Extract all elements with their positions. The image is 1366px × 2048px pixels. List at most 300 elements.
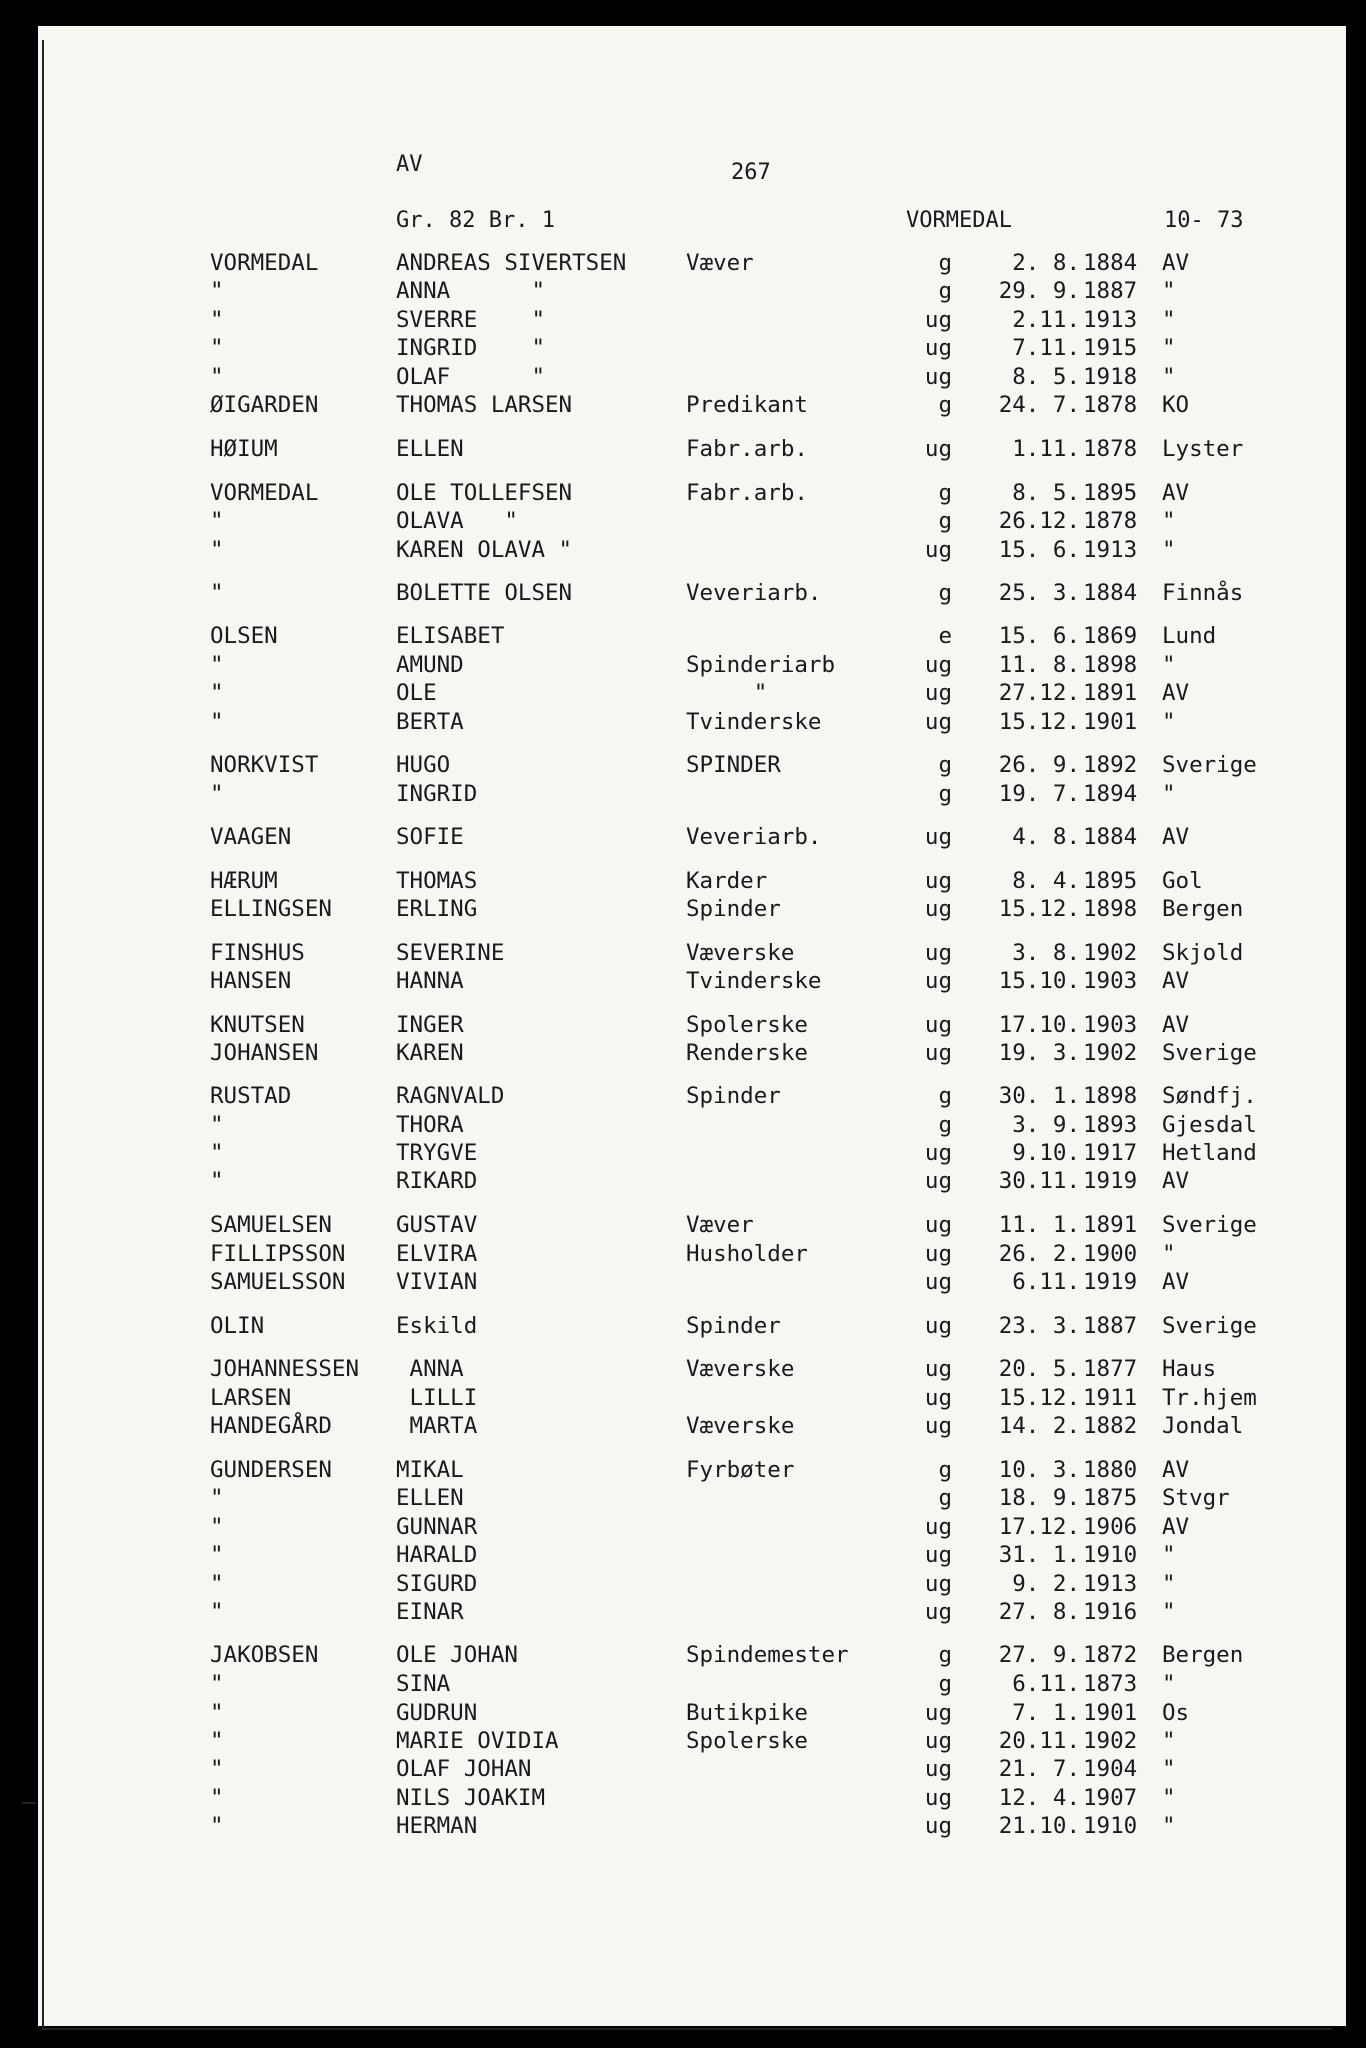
marital-status-cell: ug: [924, 652, 952, 678]
table-row: [0, 1212, 1366, 1238]
occupation-cell: Veveriarb.: [686, 580, 822, 606]
occupation-cell: Veveriarb.: [686, 824, 822, 850]
given-name-cell: KAREN: [396, 1040, 464, 1066]
birth-date-cell: 15. 6.: [998, 537, 1080, 563]
birth-date-cell: 19. 3.: [998, 1040, 1080, 1066]
table-row: [0, 1269, 1366, 1295]
table-row: [0, 1241, 1366, 1267]
surname-cell: ": [210, 1168, 224, 1194]
marital-status-cell: ug: [924, 364, 952, 390]
birth-date-cell: 8. 5.: [1012, 364, 1080, 390]
surname-cell: NORKVIST: [210, 752, 319, 778]
given-name-cell: OLE JOHAN: [396, 1642, 518, 1668]
birthplace-cell: AV: [1162, 1457, 1190, 1483]
occupation-cell: Fabr.arb.: [686, 480, 808, 506]
birthplace-cell: Hetland: [1162, 1140, 1257, 1166]
surname-cell: HÆRUM: [210, 868, 278, 894]
given-name-cell: Eskild: [396, 1313, 478, 1339]
birthplace-cell: AV: [1162, 1012, 1190, 1038]
marital-status-cell: ug: [924, 335, 952, 361]
given-name-cell: GUDRUN: [396, 1700, 478, 1726]
occupation-cell: Spolerske: [686, 1012, 808, 1038]
birthplace-cell: Jondal: [1162, 1413, 1244, 1439]
birth-year-cell: 1901: [1083, 709, 1138, 735]
given-name-cell: ELISABET: [396, 623, 505, 649]
surname-cell: HANDEGÅRD: [210, 1413, 332, 1439]
surname-cell: JOHANNESSEN: [210, 1356, 360, 1382]
birthplace-cell: AV: [1162, 480, 1190, 506]
marital-status-cell: ug: [924, 1040, 952, 1066]
given-name-cell: ELLEN: [396, 436, 464, 462]
marital-status-cell: g: [938, 508, 952, 534]
birth-year-cell: 1884: [1083, 250, 1138, 276]
table-row: [0, 335, 1366, 361]
marital-status-cell: g: [938, 278, 952, 304]
surname-cell: JAKOBSEN: [210, 1642, 319, 1668]
given-name-cell: GUSTAV: [396, 1212, 478, 1238]
given-name-cell: EINAR: [396, 1599, 464, 1625]
birthplace-cell: Bergen: [1162, 896, 1244, 922]
table-row: [0, 1813, 1366, 1839]
marital-status-cell: g: [938, 781, 952, 807]
surname-cell: ": [210, 1728, 224, 1754]
table-row: [0, 1385, 1366, 1411]
surname-cell: GUNDERSEN: [210, 1457, 332, 1483]
surname-cell: VORMEDAL: [210, 250, 319, 276]
birth-year-cell: 1884: [1083, 824, 1138, 850]
marital-status-cell: ug: [924, 868, 952, 894]
table-row: [0, 824, 1366, 850]
birthplace-cell: ": [1162, 1728, 1176, 1754]
birthplace-cell: ": [1162, 508, 1176, 534]
given-name-cell: HUGO: [396, 752, 451, 778]
birth-date-cell: 6.11.: [1012, 1671, 1080, 1697]
table-row: [0, 1542, 1366, 1568]
birth-year-cell: 1878: [1083, 392, 1138, 418]
marital-status-cell: ug: [924, 1356, 952, 1382]
given-name-cell: INGRID ": [396, 335, 546, 361]
given-name-cell: INGER: [396, 1012, 464, 1038]
birthplace-cell: Tr.hjem: [1162, 1385, 1257, 1411]
given-name-cell: OLE TOLLEFSEN: [396, 480, 573, 506]
table-row: [0, 1642, 1366, 1668]
table-row: [0, 580, 1366, 606]
birthplace-cell: Sverige: [1162, 752, 1257, 778]
occupation-cell: Væver: [686, 1212, 754, 1238]
marital-status-cell: g: [938, 480, 952, 506]
marital-status-cell: ug: [924, 1728, 952, 1754]
birthplace-cell: Finnås: [1162, 580, 1244, 606]
marital-status-cell: ug: [924, 307, 952, 333]
table-row: [0, 781, 1366, 807]
surname-cell: SAMUELSSON: [210, 1269, 346, 1295]
table-row: [0, 940, 1366, 966]
marital-status-cell: ug: [924, 896, 952, 922]
birth-date-cell: 15.12.: [998, 1385, 1080, 1411]
table-row: [0, 392, 1366, 418]
given-name-cell: SEVERINE: [396, 940, 505, 966]
birthplace-cell: ": [1162, 537, 1176, 563]
marital-status-cell: ug: [924, 436, 952, 462]
birth-date-cell: 3. 9.: [1012, 1112, 1080, 1138]
occupation-cell: ": [686, 680, 768, 706]
table-row: [0, 1112, 1366, 1138]
birthplace-cell: Sverige: [1162, 1212, 1257, 1238]
marital-status-cell: ug: [924, 537, 952, 563]
birth-year-cell: 1918: [1083, 364, 1138, 390]
marital-status-cell: ug: [924, 1700, 952, 1726]
surname-cell: RUSTAD: [210, 1083, 292, 1109]
birthplace-cell: ": [1162, 1813, 1176, 1839]
table-row: [0, 896, 1366, 922]
birthplace-cell: AV: [1162, 680, 1190, 706]
given-name-cell: MARTA: [396, 1413, 478, 1439]
birth-date-cell: 21.10.: [998, 1813, 1080, 1839]
marital-status-cell: e: [938, 623, 952, 649]
marital-status-cell: g: [938, 1112, 952, 1138]
birthplace-cell: ": [1162, 1756, 1176, 1782]
marital-status-cell: ug: [924, 1168, 952, 1194]
table-row: [0, 652, 1366, 678]
given-name-cell: NILS JOAKIM: [396, 1785, 546, 1811]
birth-year-cell: 1906: [1083, 1514, 1138, 1540]
birthplace-cell: Lyster: [1162, 436, 1244, 462]
marital-status-cell: ug: [924, 1385, 952, 1411]
given-name-cell: THORA: [396, 1112, 464, 1138]
birth-year-cell: 1902: [1083, 940, 1138, 966]
marital-status-cell: ug: [924, 940, 952, 966]
occupation-cell: Væverske: [686, 1356, 795, 1382]
birth-year-cell: 1911: [1083, 1385, 1138, 1411]
birth-year-cell: 1893: [1083, 1112, 1138, 1138]
birth-date-cell: 1.11.: [1012, 436, 1080, 462]
marital-status-cell: ug: [924, 1542, 952, 1568]
header-ref: 10- 73: [1164, 208, 1244, 233]
birth-date-cell: 4. 8.: [1012, 824, 1080, 850]
birth-date-cell: 31. 1.: [998, 1542, 1080, 1568]
given-name-cell: ELVIRA: [396, 1241, 478, 1267]
marital-status-cell: ug: [924, 1514, 952, 1540]
surname-cell: ": [210, 1813, 224, 1839]
surname-cell: ": [210, 508, 224, 534]
given-name-cell: OLAVA ": [396, 508, 518, 534]
marital-status-cell: ug: [924, 1756, 952, 1782]
surname-cell: ": [210, 1785, 224, 1811]
marital-status-cell: ug: [924, 1269, 952, 1295]
occupation-cell: Spolerske: [686, 1728, 808, 1754]
birth-year-cell: 1898: [1083, 896, 1138, 922]
marital-status-cell: g: [938, 1457, 952, 1483]
birth-year-cell: 1903: [1083, 968, 1138, 994]
given-name-cell: ANNA ": [396, 278, 546, 304]
surname-cell: ": [210, 781, 224, 807]
birthplace-cell: AV: [1162, 1514, 1190, 1540]
birth-year-cell: 1913: [1083, 307, 1138, 333]
marital-status-cell: g: [938, 250, 952, 276]
marital-status-cell: ug: [924, 1813, 952, 1839]
birthplace-cell: KO: [1162, 392, 1190, 418]
birth-year-cell: 1915: [1083, 335, 1138, 361]
birth-date-cell: 25. 3.: [998, 580, 1080, 606]
surname-cell: ": [210, 537, 224, 563]
occupation-cell: Tvinderske: [686, 968, 822, 994]
occupation-cell: Væverske: [686, 940, 795, 966]
table-row: [0, 1413, 1366, 1439]
birth-date-cell: 18. 9.: [998, 1485, 1080, 1511]
birth-year-cell: 1900: [1083, 1241, 1138, 1267]
given-name-cell: ELLEN: [396, 1485, 464, 1511]
birth-date-cell: 21. 7.: [998, 1756, 1080, 1782]
occupation-cell: Spinderiarb: [686, 652, 836, 678]
birthplace-cell: ": [1162, 781, 1176, 807]
marital-status-cell: ug: [924, 1212, 952, 1238]
surname-cell: ": [210, 680, 224, 706]
given-name-cell: OLAF ": [396, 364, 546, 390]
birthplace-cell: ": [1162, 1785, 1176, 1811]
table-row: [0, 1785, 1366, 1811]
table-row: [0, 968, 1366, 994]
birth-date-cell: 10. 3.: [998, 1457, 1080, 1483]
given-name-cell: BERTA: [396, 709, 464, 735]
birth-year-cell: 1901: [1083, 1700, 1138, 1726]
occupation-cell: Væverske: [686, 1413, 795, 1439]
table-row: [0, 1671, 1366, 1697]
marital-status-cell: ug: [924, 1571, 952, 1597]
marital-status-cell: g: [938, 580, 952, 606]
birth-year-cell: 1869: [1083, 623, 1138, 649]
birth-date-cell: 30.11.: [998, 1168, 1080, 1194]
occupation-cell: Spinder: [686, 896, 781, 922]
given-name-cell: HANNA: [396, 968, 464, 994]
birth-year-cell: 1895: [1083, 868, 1138, 894]
surname-cell: ": [210, 1671, 224, 1697]
marital-status-cell: g: [938, 392, 952, 418]
marital-status-cell: ug: [924, 1012, 952, 1038]
birthplace-cell: ": [1162, 1599, 1176, 1625]
birth-year-cell: 1891: [1083, 680, 1138, 706]
birth-year-cell: 1887: [1083, 278, 1138, 304]
given-name-cell: AMUND: [396, 652, 464, 678]
occupation-cell: Karder: [686, 868, 768, 894]
birth-year-cell: 1916: [1083, 1599, 1138, 1625]
given-name-cell: HARALD: [396, 1542, 478, 1568]
birth-date-cell: 27. 9.: [998, 1642, 1080, 1668]
table-row: [0, 680, 1366, 706]
table-row: [0, 1457, 1366, 1483]
given-name-cell: RIKARD: [396, 1168, 478, 1194]
table-row: [0, 752, 1366, 778]
birth-year-cell: 1872: [1083, 1642, 1138, 1668]
surname-cell: VAAGEN: [210, 824, 292, 850]
given-name-cell: OLAF JOHAN: [396, 1756, 532, 1782]
surname-cell: JOHANSEN: [210, 1040, 319, 1066]
marital-status-cell: ug: [924, 709, 952, 735]
birth-date-cell: 9.10.: [1012, 1140, 1080, 1166]
surname-cell: FILLIPSSON: [210, 1241, 346, 1267]
given-name-cell: MIKAL: [396, 1457, 464, 1483]
birth-date-cell: 11. 8.: [998, 652, 1080, 678]
table-row: [0, 1140, 1366, 1166]
table-row: [0, 709, 1366, 735]
birth-date-cell: 14. 2.: [998, 1413, 1080, 1439]
birth-year-cell: 1880: [1083, 1457, 1138, 1483]
birthplace-cell: ": [1162, 709, 1176, 735]
header-code: AV: [396, 152, 423, 177]
surname-cell: KNUTSEN: [210, 1012, 305, 1038]
table-row: [0, 1485, 1366, 1511]
birth-year-cell: 1887: [1083, 1313, 1138, 1339]
birthplace-cell: Os: [1162, 1700, 1190, 1726]
given-name-cell: SIGURD: [396, 1571, 478, 1597]
birth-year-cell: 1903: [1083, 1012, 1138, 1038]
birthplace-cell: ": [1162, 1671, 1176, 1697]
birth-date-cell: 15. 6.: [998, 623, 1080, 649]
birth-year-cell: 1894: [1083, 781, 1138, 807]
birth-year-cell: 1875: [1083, 1485, 1138, 1511]
birth-date-cell: 26. 9.: [998, 752, 1080, 778]
birth-date-cell: 19. 7.: [998, 781, 1080, 807]
table-row: [0, 1168, 1366, 1194]
surname-cell: ELLINGSEN: [210, 896, 332, 922]
birth-year-cell: 1877: [1083, 1356, 1138, 1382]
birthplace-cell: Søndfj.: [1162, 1083, 1257, 1109]
given-name-cell: SVERRE ": [396, 307, 546, 333]
birth-date-cell: 30. 1.: [998, 1083, 1080, 1109]
marital-status-cell: g: [938, 1671, 952, 1697]
birthplace-cell: Gol: [1162, 868, 1203, 894]
given-name-cell: LILLI: [396, 1385, 478, 1411]
surname-cell: ": [210, 1140, 224, 1166]
marital-status-cell: ug: [924, 1785, 952, 1811]
given-name-cell: BOLETTE OLSEN: [396, 580, 573, 606]
table-row: [0, 1012, 1366, 1038]
birth-date-cell: 2. 8.: [1012, 250, 1080, 276]
birthplace-cell: ": [1162, 307, 1176, 333]
birth-year-cell: 1913: [1083, 1571, 1138, 1597]
birth-date-cell: 27. 8.: [998, 1599, 1080, 1625]
table-row: [0, 508, 1366, 534]
surname-cell: ": [210, 1485, 224, 1511]
birthplace-cell: ": [1162, 1571, 1176, 1597]
table-row: [0, 868, 1366, 894]
occupation-cell: SPINDER: [686, 752, 781, 778]
birth-date-cell: 8. 5.: [1012, 480, 1080, 506]
birth-year-cell: 1878: [1083, 436, 1138, 462]
birthplace-cell: Sverige: [1162, 1040, 1257, 1066]
birth-year-cell: 1898: [1083, 1083, 1138, 1109]
given-name-cell: THOMAS LARSEN: [396, 392, 573, 418]
table-row: [0, 480, 1366, 506]
birthplace-cell: AV: [1162, 1168, 1190, 1194]
surname-cell: ": [210, 1700, 224, 1726]
table-row: [0, 537, 1366, 563]
table-row: [0, 623, 1366, 649]
birthplace-cell: Sverige: [1162, 1313, 1257, 1339]
marital-status-cell: ug: [924, 968, 952, 994]
marital-status-cell: g: [938, 1083, 952, 1109]
marital-status-cell: ug: [924, 680, 952, 706]
table-row: [0, 1083, 1366, 1109]
birth-year-cell: 1913: [1083, 537, 1138, 563]
table-row: [0, 307, 1366, 333]
given-name-cell: SOFIE: [396, 824, 464, 850]
surname-cell: ": [210, 1756, 224, 1782]
marital-status-cell: g: [938, 1642, 952, 1668]
surname-cell: ": [210, 278, 224, 304]
marital-status-cell: ug: [924, 1313, 952, 1339]
birth-date-cell: 20.11.: [998, 1728, 1080, 1754]
table-row: [0, 1356, 1366, 1382]
birth-year-cell: 1904: [1083, 1756, 1138, 1782]
birth-year-cell: 1902: [1083, 1728, 1138, 1754]
occupation-cell: Fabr.arb.: [686, 436, 808, 462]
birth-date-cell: 29. 9.: [998, 278, 1080, 304]
marital-status-cell: ug: [924, 1140, 952, 1166]
table-row: [0, 436, 1366, 462]
birth-date-cell: 7. 1.: [1012, 1700, 1080, 1726]
surname-cell: SAMUELSEN: [210, 1212, 332, 1238]
surname-cell: ": [210, 652, 224, 678]
birthplace-cell: Stvgr: [1162, 1485, 1230, 1511]
given-name-cell: THOMAS: [396, 868, 478, 894]
given-name-cell: ERLING: [396, 896, 478, 922]
birthplace-cell: AV: [1162, 824, 1190, 850]
table-row: [0, 364, 1366, 390]
page-number: 267: [731, 160, 771, 185]
marital-status-cell: ug: [924, 1599, 952, 1625]
birth-year-cell: 1919: [1083, 1269, 1138, 1295]
surname-cell: VORMEDAL: [210, 480, 319, 506]
birth-date-cell: 9. 2.: [1012, 1571, 1080, 1597]
surname-cell: HØIUM: [210, 436, 278, 462]
header-group: Gr. 82 Br. 1: [396, 208, 555, 233]
marital-status-cell: g: [938, 752, 952, 778]
birth-year-cell: 1878: [1083, 508, 1138, 534]
surname-cell: ": [210, 1542, 224, 1568]
birth-date-cell: 20. 5.: [998, 1356, 1080, 1382]
given-name-cell: SINA: [396, 1671, 451, 1697]
occupation-cell: Predikant: [686, 392, 808, 418]
surname-cell: ØIGARDEN: [210, 392, 319, 418]
birth-year-cell: 1873: [1083, 1671, 1138, 1697]
birthplace-cell: ": [1162, 364, 1176, 390]
birth-year-cell: 1882: [1083, 1413, 1138, 1439]
surname-cell: ": [210, 307, 224, 333]
birth-year-cell: 1892: [1083, 752, 1138, 778]
surname-cell: ": [210, 335, 224, 361]
birthplace-cell: AV: [1162, 1269, 1190, 1295]
surname-cell: HANSEN: [210, 968, 292, 994]
birthplace-cell: Skjold: [1162, 940, 1244, 966]
birth-year-cell: 1902: [1083, 1040, 1138, 1066]
birth-year-cell: 1910: [1083, 1542, 1138, 1568]
table-row: [0, 1514, 1366, 1540]
occupation-cell: Renderske: [686, 1040, 808, 1066]
marital-status-cell: ug: [924, 1241, 952, 1267]
marital-status-cell: ug: [924, 824, 952, 850]
occupation-cell: Væver: [686, 250, 754, 276]
birth-date-cell: 23. 3.: [998, 1313, 1080, 1339]
given-name-cell: OLE: [396, 680, 437, 706]
birthplace-cell: Haus: [1162, 1356, 1217, 1382]
birth-year-cell: 1898: [1083, 652, 1138, 678]
birthplace-cell: Gjesdal: [1162, 1112, 1257, 1138]
birthplace-cell: ": [1162, 652, 1176, 678]
table-row: [0, 1756, 1366, 1782]
birth-date-cell: 17.10.: [998, 1012, 1080, 1038]
surname-cell: ": [210, 1514, 224, 1540]
birth-date-cell: 2.11.: [1012, 307, 1080, 333]
